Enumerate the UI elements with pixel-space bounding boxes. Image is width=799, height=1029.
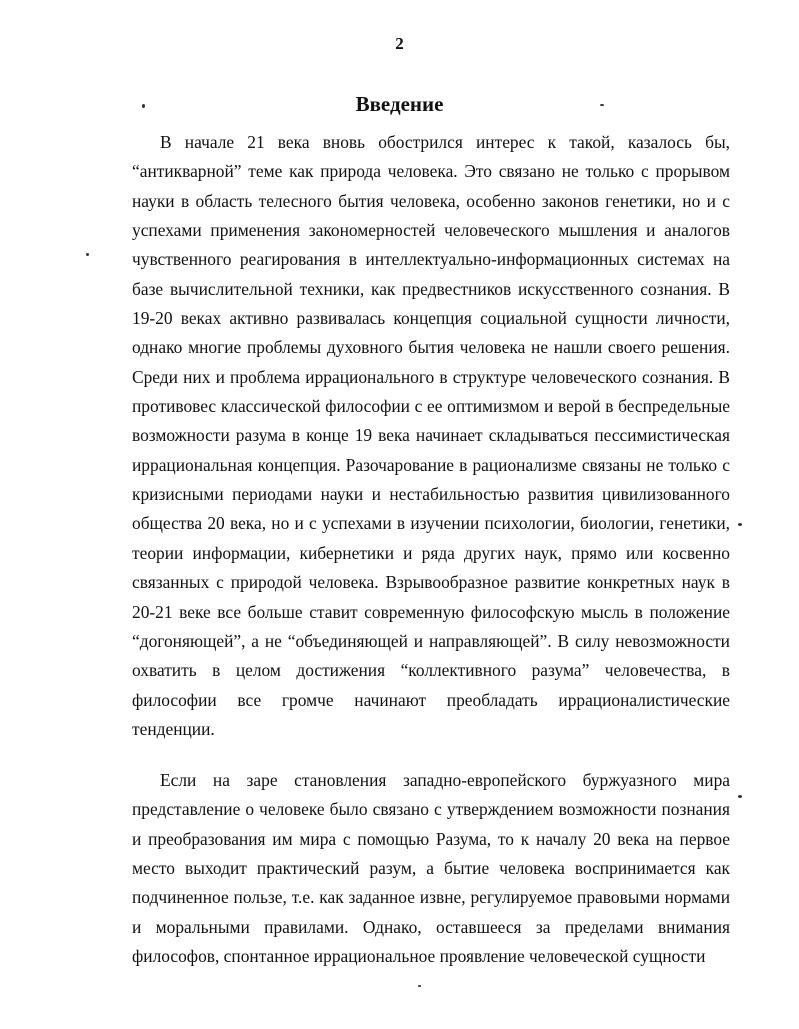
scan-speck xyxy=(418,985,421,987)
page-number: 2 xyxy=(395,34,404,53)
scan-speck xyxy=(600,104,604,106)
scan-speck xyxy=(142,104,145,108)
scan-speck xyxy=(86,253,89,256)
paragraph-1 xyxy=(132,128,730,744)
scan-speck xyxy=(738,795,742,798)
paragraph-text: Если на заре становления западно-европейского буржуазного мира представление о человеке было связано с утверждением возможности познания и преобразования им мира с помощью Разума, то к началу 20 века на первое место выходит практический разум, а бытие человека воспринимается как подчиненное пользе, т.е. как заданное извне, регулируемое правовыми нормами и моральными правилами. Однако, оставшееся за пределами внимания философов, спонтанное иррациональное проявление человеческой сущности xyxy=(132,770,730,967)
scan-speck xyxy=(738,523,742,526)
section-heading: Введение xyxy=(355,92,444,116)
paragraph-text: В начале 21 века вновь обострился интерес к такой, казалось бы, “антикварной” теме как природа человека. Это связано не только с прорывом науки в область телесного бытия человека, особенно законов генетики, но и с успехами применения закономерностей человеческого мышления и аналогов чувственного реагирования в интеллектуально-информационных системах на базе вычислительной техники, как предвестников искусственного сознания. В 19-20 веках активно развивалась концепция социальной сущности личности, однако многие проблемы духовного бытия человека не нашли своего решения. Среди них и проблема иррационального в структуре человеческого сознания. В противовес классической философии с ее оптимизмом и верой в беспредельные возможности разума в конце 19 века начинает складываться пессимистическая иррациональная концепция. Разочарование в рационализме связаны не только с кризисными периодами науки и нестабильностью развития цивилизованного общества 20 века, но и с успехами в изучении психологии, биологии, генетики, теории информации, кибернетики и ряда других наук, прямо или косвенно связанных с природой человека. Взрывообразное развитие конкретных наук в 20-21 веке все больше ставит современную философскую мысль в положение “догоняющей”, а не “объединяющей и направляющей”. В силу невозможности охватить в целом достижения “коллективного разума” человечества, в философии все громче начинают преобладать иррационалистические тенденции. xyxy=(132,132,730,739)
paragraph-2 xyxy=(132,766,730,971)
